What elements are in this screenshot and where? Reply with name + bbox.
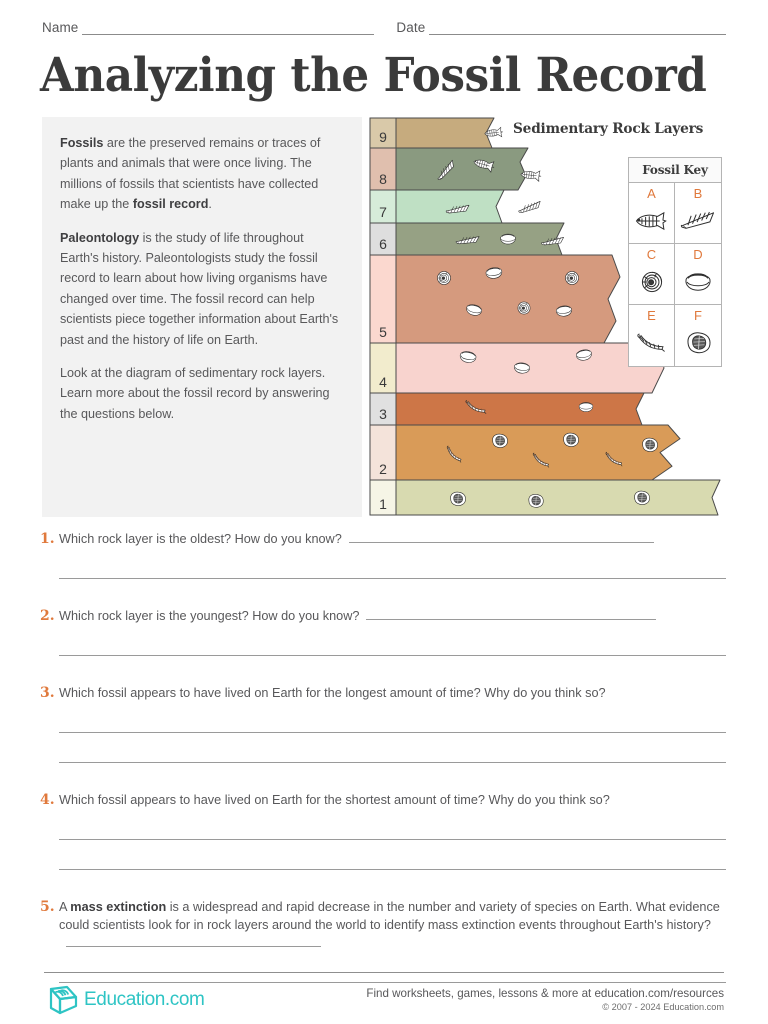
question-item (40, 684, 726, 763)
answer-line[interactable] (349, 533, 654, 543)
fossil-key-entry-c (629, 244, 675, 305)
question-row (40, 898, 726, 952)
fish-fossil-icon (631, 202, 673, 239)
rock-layer-9 (370, 118, 494, 148)
page-title: Analyzing the Fossil Record (40, 48, 707, 103)
fossil-marker-f (451, 492, 466, 506)
answer-line[interactable] (66, 937, 321, 947)
answer-line[interactable] (59, 655, 726, 656)
ammonite-spiral-fossil-icon (631, 263, 673, 300)
fossil-key-letter: B (693, 186, 703, 201)
layer-body (396, 223, 564, 255)
fossil-key-grid (629, 183, 721, 366)
fossil-key-entry-b (675, 183, 721, 244)
info-paragraph: Paleontology is the study of life throughout Earth's history. Paleontologists study the fossil record to learn about how living organisms have changed over time. The fossil record can help scientists piece together information about Earth's past and the history of life on Earth. (60, 230, 339, 347)
question-body (59, 791, 726, 809)
answer-line[interactable] (59, 869, 726, 870)
question-row (40, 791, 726, 809)
education-logo-text: Education.com (84, 989, 205, 1010)
layer-number-label: 8 (379, 171, 387, 187)
layer-body (396, 480, 720, 515)
rock-layer-1 (370, 480, 720, 515)
fossil-marker-c (437, 271, 450, 284)
question-text: Which rock layer is the youngest? How do you know? (59, 609, 360, 623)
rock-layer-7 (370, 190, 504, 223)
education-logo[interactable] (47, 984, 204, 1016)
arthropod-fossil-icon (631, 324, 673, 361)
layer-body (396, 343, 664, 393)
question-row (40, 530, 726, 548)
question-text: Which fossil appears to have lived on Earth for the longest amount of time? Why do you think so? (59, 686, 606, 700)
fossil-marker-c (518, 302, 530, 314)
question-item (40, 898, 726, 983)
fossil-marker-b (518, 201, 541, 212)
fossil-marker-f (493, 434, 508, 448)
fossil-key-letter: C (646, 247, 657, 262)
layer-body (396, 255, 620, 343)
question-body (59, 684, 726, 702)
layer-body (396, 425, 680, 480)
fossil-marker-f (643, 438, 658, 452)
fossil-key-letter: D (693, 247, 703, 262)
rock-layer-3 (370, 393, 644, 425)
footer-divider (44, 972, 724, 973)
answer-line[interactable] (59, 762, 726, 763)
date-input-line[interactable] (429, 23, 726, 35)
name-label: Name (42, 20, 79, 35)
answer-line[interactable] (59, 839, 726, 840)
diagram-title: Sedimentary Rock Layers (513, 120, 704, 137)
question-row (40, 684, 726, 702)
layer-number-label: 3 (379, 406, 387, 422)
question-body (59, 607, 726, 625)
fossil-key-letter: E (647, 308, 656, 323)
trilobite-nodule-fossil-icon (677, 324, 719, 361)
footer-text-block (366, 986, 724, 1014)
layer-body (396, 190, 504, 223)
question-row (40, 607, 726, 625)
fossil-key-letter: A (647, 186, 656, 201)
layer-number-label: 6 (379, 236, 387, 252)
layer-number-label: 4 (379, 374, 387, 390)
question-text: A mass extinction is a widespread and rapid decrease in the number and variety of species on Earth. What evidence could scientists look for in rock layers around the world to identify mass extinction events throughout Earth's history? (59, 900, 720, 932)
question-number: 5. (40, 899, 55, 915)
fossil-key-entry-e (629, 305, 675, 366)
question-text: Which rock layer is the oldest? How do you know? (59, 532, 342, 546)
fossil-key-entry-f (675, 305, 721, 366)
fossil-marker-f (635, 491, 650, 505)
question-number: 3. (40, 685, 55, 701)
fossil-marker-d (501, 234, 516, 244)
name-date-row (42, 20, 726, 35)
rock-layer-6 (370, 223, 564, 255)
question-body (59, 530, 726, 548)
question-number: 2. (40, 608, 55, 624)
fossil-marker-f (529, 494, 543, 507)
fossil-marker-f (564, 433, 579, 447)
layer-body (396, 118, 494, 148)
fossil-key-entry-a (629, 183, 675, 244)
education-book-logo-icon (47, 984, 81, 1016)
page-footer (44, 978, 724, 1018)
rock-layer-2 (370, 425, 680, 480)
question-number: 4. (40, 792, 55, 808)
fossil-marker-c (565, 271, 578, 284)
footer-copyright: © 2007 - 2024 Education.com (602, 1002, 724, 1012)
answer-line[interactable] (59, 732, 726, 733)
clam-shell-fossil-icon (677, 263, 719, 300)
answer-line[interactable] (59, 578, 726, 579)
layer-number-label: 9 (379, 129, 387, 145)
question-item (40, 607, 726, 656)
layer-number-label: 7 (379, 204, 387, 220)
name-input-line[interactable] (82, 23, 374, 35)
fossil-marker-d (579, 402, 593, 411)
info-panel (42, 117, 362, 517)
questions-list (40, 530, 726, 1011)
cone-shell-fossil-icon (677, 202, 719, 239)
question-item (40, 530, 726, 579)
layer-body (396, 393, 644, 425)
question-body (59, 898, 726, 952)
question-text: Which fossil appears to have lived on Earth for the shortest amount of time? Why do you think so? (59, 793, 610, 807)
layer-body (396, 148, 528, 190)
fossil-key-letter: F (694, 308, 702, 323)
layer-number-label: 1 (379, 496, 387, 512)
layer-number-label: 2 (379, 461, 387, 477)
fossil-key-title: Fossil Key (629, 158, 721, 183)
footer-tagline: Find worksheets, games, lessons & more at education.com/resources (366, 987, 724, 1000)
date-label: Date (396, 20, 426, 35)
layer-number-label: 5 (379, 324, 387, 340)
info-paragraph: Fossils are the preserved remains or traces of plants and animals that were once living. The millions of fossils that scientists have collected make up the fossil record. (60, 136, 321, 212)
answer-line[interactable] (366, 610, 656, 620)
fossil-key-panel (628, 157, 722, 367)
fossil-key-entry-d (675, 244, 721, 305)
info-paragraph: Look at the diagram of sedimentary rock layers. Learn more about the fossil record by answering the questions below. (60, 366, 330, 421)
question-number: 1. (40, 531, 55, 547)
question-item (40, 791, 726, 870)
